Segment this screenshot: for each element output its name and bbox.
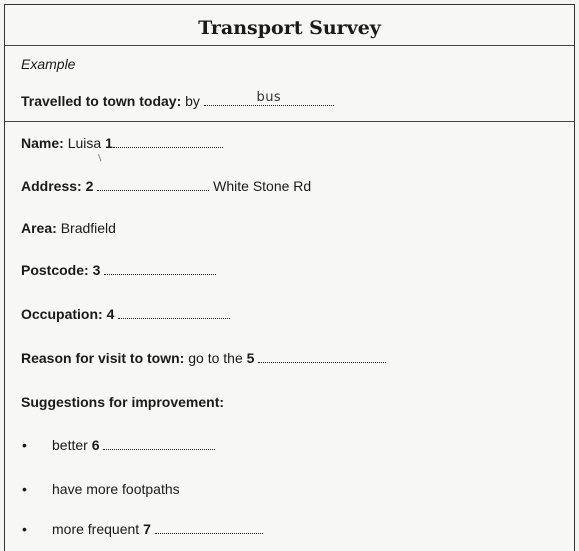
name-value: Luisa xyxy=(67,135,102,151)
frequent-blank[interactable] xyxy=(155,521,263,534)
area-row xyxy=(21,220,116,236)
name-blank[interactable] xyxy=(113,135,223,148)
reason-blank[interactable] xyxy=(258,350,386,363)
question-number-7: 7 xyxy=(143,521,151,537)
area-value: Bradfield xyxy=(60,220,116,236)
bullet-3-marker: • xyxy=(22,521,27,537)
bullet-1-text: better xyxy=(52,437,88,453)
postcode-row xyxy=(21,262,216,278)
name-row xyxy=(21,135,223,151)
reason-text: go to the xyxy=(188,350,243,366)
survey-form xyxy=(4,4,575,551)
reason-row xyxy=(21,350,386,366)
question-number-4: 4 xyxy=(106,306,115,322)
example-divider xyxy=(5,121,574,122)
reason-label: Reason for visit to town: xyxy=(21,350,185,366)
bullet-3 xyxy=(52,521,263,537)
bullet-3-text: more frequent xyxy=(52,521,140,537)
postcode-label: Postcode: xyxy=(21,262,89,278)
bullet-2-marker: • xyxy=(22,481,27,497)
pencil-mark: / xyxy=(96,153,105,164)
question-number-1: 1 xyxy=(105,135,113,151)
address-suffix: White Stone Rd xyxy=(213,178,312,194)
name-label: Name: xyxy=(21,135,64,151)
travelled-prefix: by xyxy=(185,93,200,109)
occupation-label: Occupation: xyxy=(21,306,103,322)
area-label: Area: xyxy=(21,220,57,236)
title-divider xyxy=(5,45,574,46)
bullet-2 xyxy=(52,481,180,497)
address-blank[interactable] xyxy=(97,178,209,191)
travelled-answer: bus xyxy=(256,90,282,105)
question-number-3: 3 xyxy=(92,262,101,278)
question-number-2: 2 xyxy=(85,178,94,194)
question-number-5: 5 xyxy=(246,350,255,366)
travelled-label: Travelled to town today: xyxy=(21,93,182,109)
travelled-answer-blank[interactable] xyxy=(204,90,334,106)
address-row xyxy=(21,178,311,194)
example-row xyxy=(21,90,334,109)
form-title: Transport Survey xyxy=(198,17,381,39)
better-blank[interactable] xyxy=(103,437,215,450)
address-label: Address: xyxy=(21,178,82,194)
bullet-1-marker: • xyxy=(22,437,27,453)
occupation-blank[interactable] xyxy=(118,306,230,319)
suggestions-heading: Suggestions for improvement: xyxy=(21,394,225,410)
example-label: Example xyxy=(21,56,76,72)
question-number-6: 6 xyxy=(91,437,100,453)
postcode-blank[interactable] xyxy=(104,262,216,275)
bullet-2-text: have more footpaths xyxy=(52,481,180,497)
bullet-1 xyxy=(52,437,215,453)
occupation-row xyxy=(21,306,230,322)
